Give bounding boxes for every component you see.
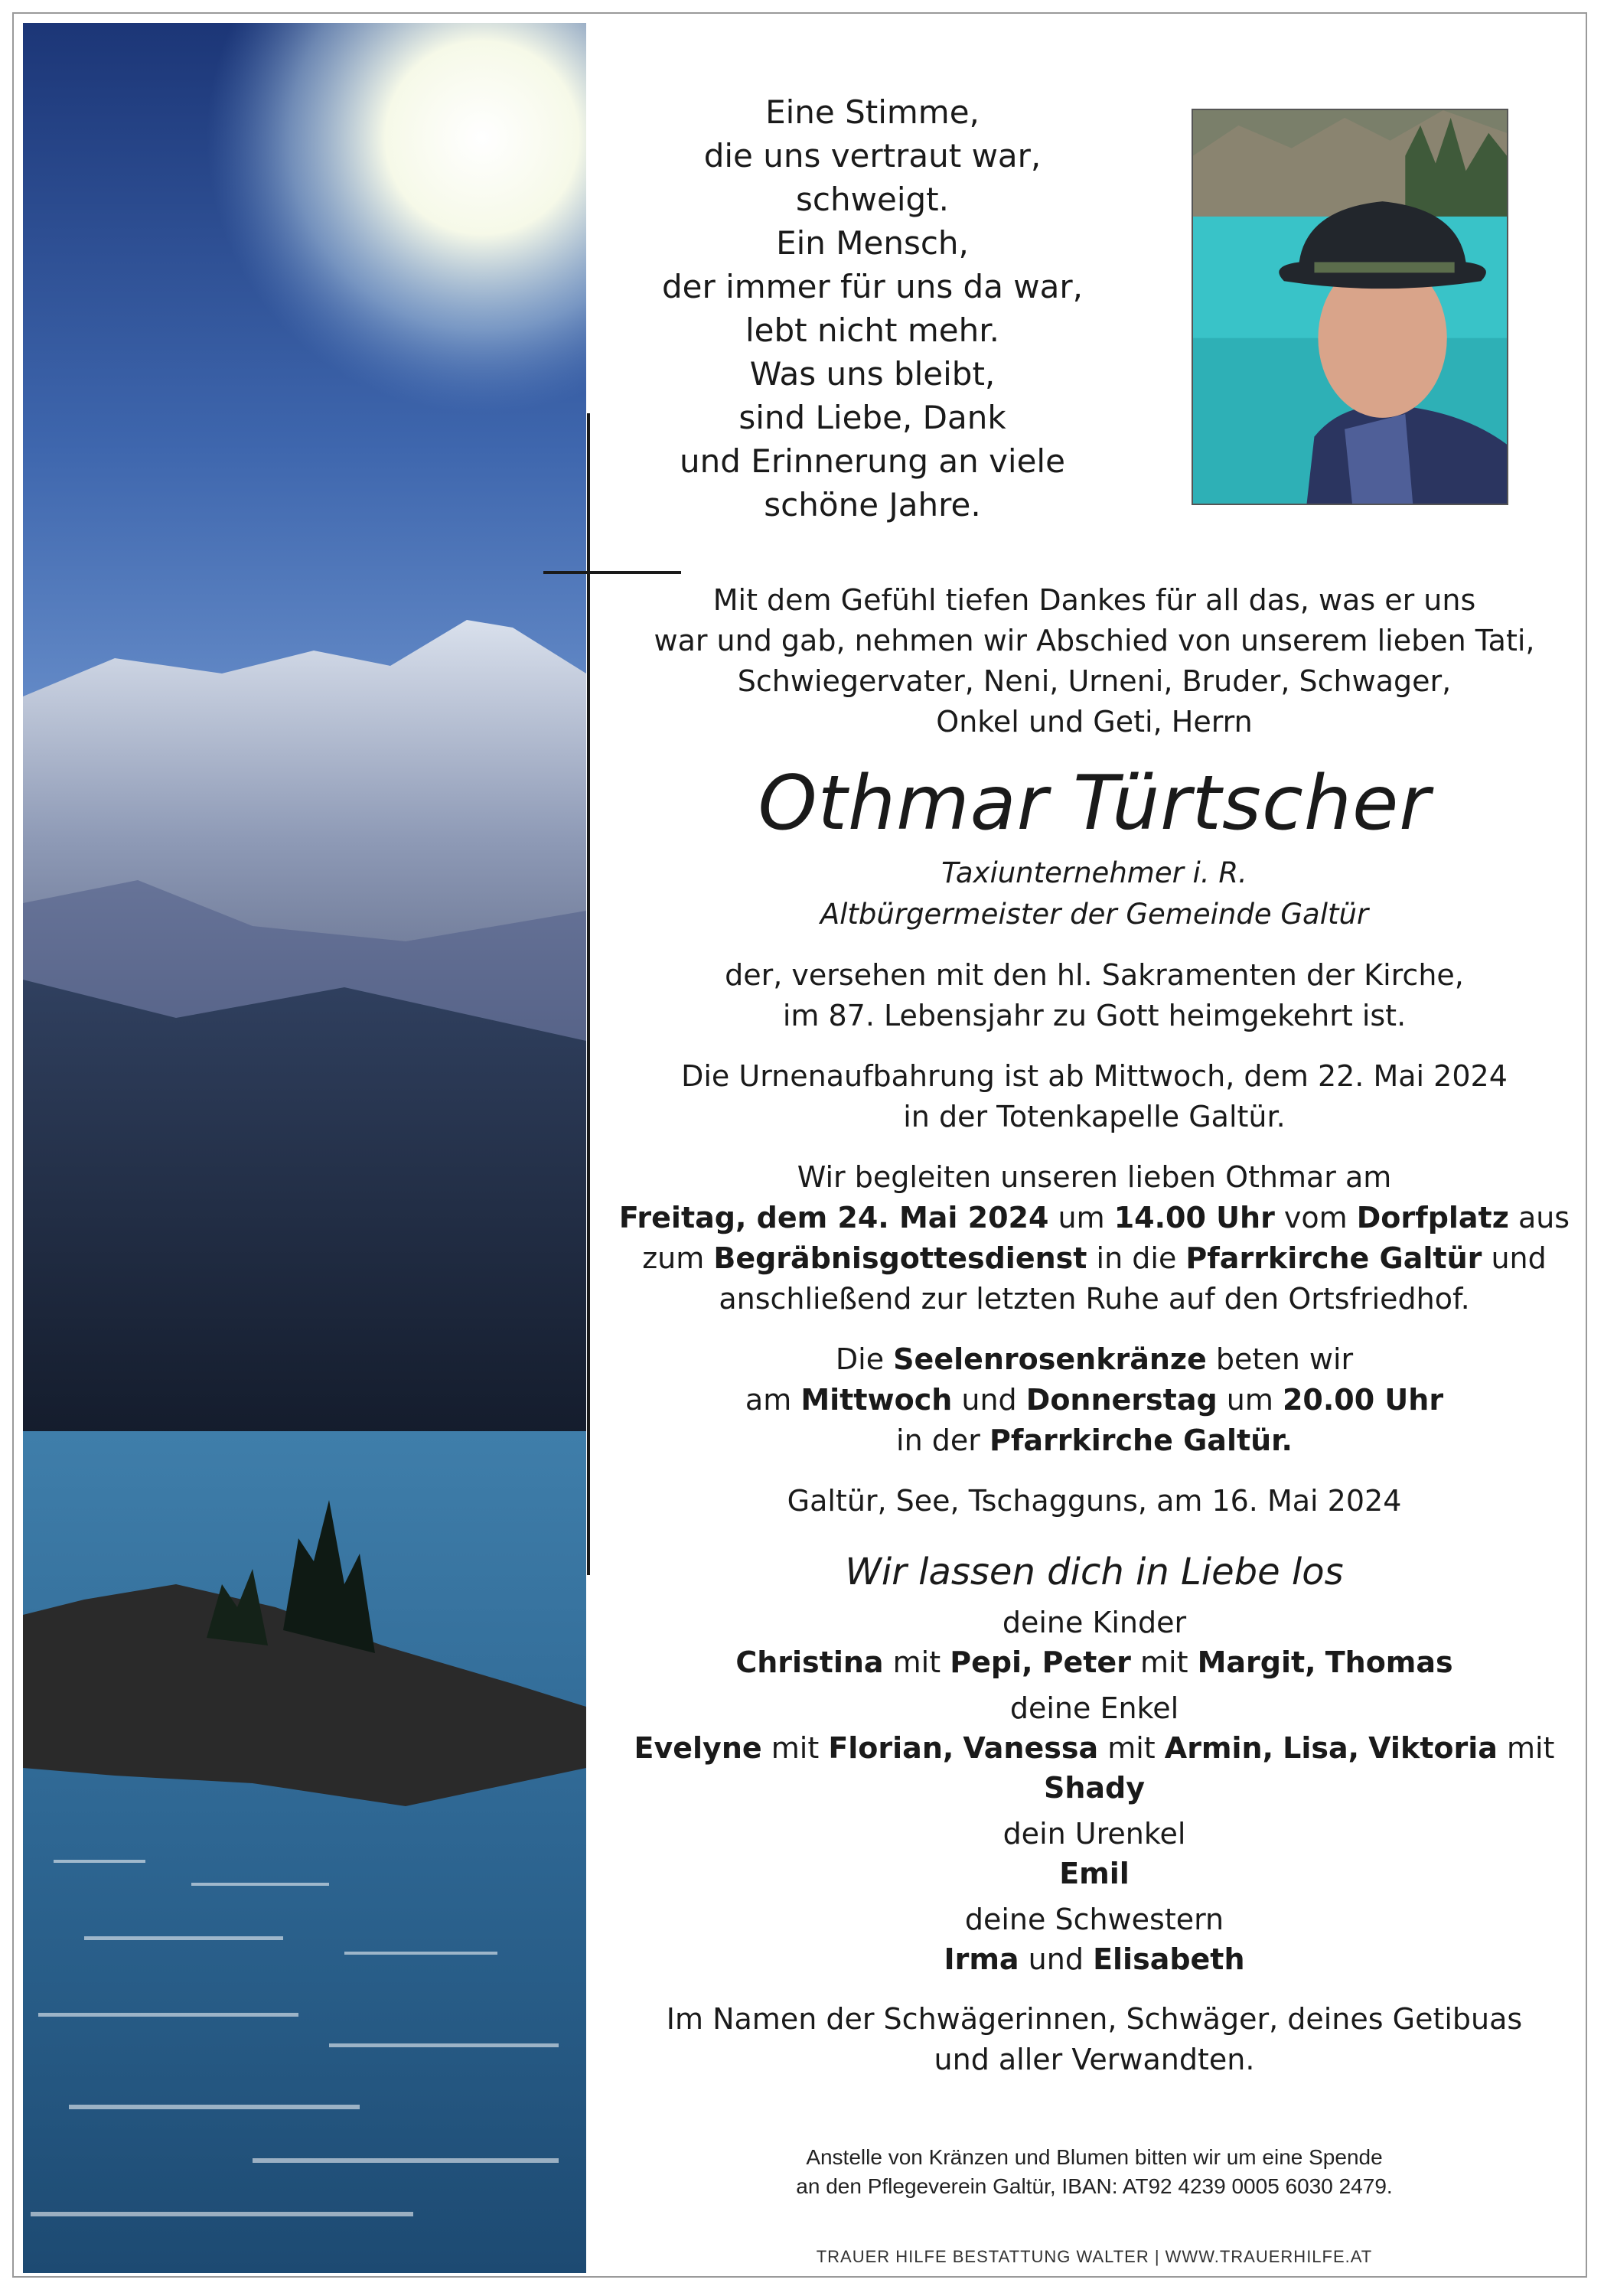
- donation-line: Anstelle von Kränzen und Blumen bitten wir um eine Spende: [806, 2145, 1383, 2169]
- funeral-service: Begräbnisgottesdienst: [713, 1241, 1087, 1275]
- rosary-name: Seelenrosenkränze: [893, 1342, 1207, 1376]
- deceased-title: Taxiunternehmer i. R.: [941, 856, 1247, 889]
- poem: [582, 90, 1163, 527]
- poem-line: schöne Jahre.: [764, 486, 981, 523]
- family-name: Thomas: [1325, 1645, 1453, 1679]
- place-date: Galtür, See, Tschagguns, am 16. Mai 2024: [787, 1484, 1402, 1518]
- family-name: Elisabeth: [1093, 1942, 1245, 1976]
- family-name: Peter: [1042, 1645, 1131, 1679]
- intro-line: Onkel und Geti, Herrn: [936, 705, 1253, 739]
- sacraments-line: im 87. Lebensjahr zu Gott heimgekehrt ist.: [782, 999, 1407, 1032]
- family-name: Pepi,: [950, 1645, 1033, 1679]
- rosary-time: 20.00 Uhr: [1282, 1383, 1444, 1417]
- donation-note: [612, 2143, 1576, 2201]
- portrait-photo: [1192, 109, 1508, 505]
- funeral-word: aus: [1518, 1201, 1570, 1234]
- rosary-word: beten wir: [1215, 1342, 1354, 1376]
- grandchildren-names: [612, 1728, 1576, 1808]
- viewing-line: in der Totenkapelle Galtür.: [903, 1100, 1286, 1133]
- intro-line: Mit dem Gefühl tiefen Dankes für all das, was er uns: [712, 583, 1476, 617]
- deceased-name: Othmar Türtscher: [758, 760, 1431, 847]
- rosary-text: [612, 1339, 1576, 1461]
- poem-line: schweigt.: [796, 181, 949, 218]
- viewing-text: [612, 1056, 1576, 1137]
- sacraments-text: [612, 955, 1576, 1036]
- relatives-line: Im Namen der Schwägerinnen, Schwäger, deines Getibuas: [666, 2002, 1523, 2036]
- funeral-word: in die: [1096, 1241, 1177, 1275]
- great-grandchild-heading: dein Urenkel: [1002, 1817, 1186, 1851]
- cross-horizontal-bar: [543, 571, 681, 574]
- family-word: mit: [1506, 1731, 1555, 1765]
- funeral-word: zum: [642, 1241, 705, 1275]
- funeral-line: Wir begleiten unseren lieben Othmar am: [797, 1160, 1392, 1194]
- funeral-time: 14.00 Uhr: [1113, 1201, 1275, 1234]
- great-grandchild-name: Emil: [1059, 1857, 1130, 1890]
- funeral-date: Freitag, dem 24. Mai 2024: [618, 1201, 1049, 1234]
- intro-text: [612, 580, 1576, 742]
- main-text: [612, 580, 1576, 2080]
- rosary-day: Donnerstag: [1025, 1383, 1218, 1417]
- viewing-line: Die Urnenaufbahrung ist ab Mittwoch, dem 22. Mai 2024: [681, 1059, 1508, 1093]
- family-name: Irma: [944, 1942, 1019, 1976]
- rosary-word: Die: [835, 1342, 885, 1376]
- poem-line: Ein Mensch,: [776, 224, 969, 262]
- intro-line: war und gab, nehmen wir Abschied von unserem lieben Tati,: [654, 624, 1535, 657]
- poem-line: die uns vertraut war,: [703, 137, 1042, 174]
- poem-line: sind Liebe, Dank: [738, 399, 1006, 436]
- family-word: und: [1028, 1942, 1084, 1976]
- rosary-day: Mittwoch: [800, 1383, 953, 1417]
- poem-line: der immer für uns da war,: [661, 268, 1084, 305]
- funeral-text: [612, 1157, 1576, 1319]
- family-word: mit: [771, 1731, 820, 1765]
- deceased-titles: [612, 853, 1576, 935]
- poem-line: lebt nicht mehr.: [745, 311, 999, 349]
- poem-line: und Erinnerung an viele: [680, 442, 1065, 480]
- sisters-heading: deine Schwestern: [964, 1903, 1224, 1936]
- rosary-church: Pfarrkirche Galtür.: [989, 1424, 1293, 1457]
- funeral-church: Pfarrkirche Galtür: [1185, 1241, 1482, 1275]
- funeral-word: und: [1491, 1241, 1547, 1275]
- rosary-word: um: [1226, 1383, 1273, 1417]
- children-names: [612, 1642, 1576, 1682]
- relatives-text: [612, 1999, 1576, 2080]
- family-name: Christina: [735, 1645, 884, 1679]
- rosary-word: und: [961, 1383, 1017, 1417]
- grandchildren-heading: deine Enkel: [1009, 1691, 1179, 1725]
- intro-line: Schwiegervater, Neni, Urneni, Bruder, Schwager,: [737, 664, 1452, 698]
- sisters-names: [612, 1939, 1576, 1979]
- family-word: mit: [1107, 1731, 1156, 1765]
- closing-line: Wir lassen dich in Liebe los: [845, 1551, 1344, 1593]
- family-name: Florian,: [828, 1731, 954, 1765]
- funeral-home-credit: TRAUER HILFE BESTATTUNG WALTER | WWW.TRAUERHILFE.AT: [816, 2247, 1373, 2266]
- family-name: Evelyne: [634, 1731, 762, 1765]
- rosary-word: in der: [896, 1424, 980, 1457]
- children-heading: deine Kinder: [1002, 1606, 1187, 1639]
- funeral-line: anschließend zur letzten Ruhe auf den Ortsfriedhof.: [719, 1282, 1470, 1316]
- funeral-word: vom: [1283, 1201, 1348, 1234]
- deceased-title: Altbürgermeister der Gemeinde Galtür: [820, 898, 1369, 931]
- family-word: mit: [1140, 1645, 1188, 1679]
- cross-vertical-bar: [587, 413, 590, 1575]
- landscape-image: [23, 23, 586, 2273]
- family-word: mit: [892, 1645, 941, 1679]
- poem-line: Eine Stimme,: [765, 93, 980, 131]
- relatives-line: und aller Verwandten.: [934, 2043, 1255, 2076]
- sacraments-line: der, versehen mit den hl. Sakramenten der Kirche,: [725, 958, 1464, 992]
- donation-line: an den Pflegeverein Galtür, IBAN: AT92 4239 0005 6030 2479.: [796, 2174, 1393, 2198]
- family-name: Lisa,: [1283, 1731, 1360, 1765]
- family-name: Armin,: [1164, 1731, 1274, 1765]
- poem-line: Was uns bleibt,: [749, 355, 996, 393]
- family-name: Vanessa: [963, 1731, 1099, 1765]
- family-name: Margit,: [1197, 1645, 1316, 1679]
- rosary-word: am: [745, 1383, 792, 1417]
- family-name: Shady: [1043, 1771, 1146, 1805]
- funeral-place: Dorfplatz: [1356, 1201, 1509, 1234]
- family-name: Viktoria: [1368, 1731, 1498, 1765]
- funeral-word: um: [1058, 1201, 1105, 1234]
